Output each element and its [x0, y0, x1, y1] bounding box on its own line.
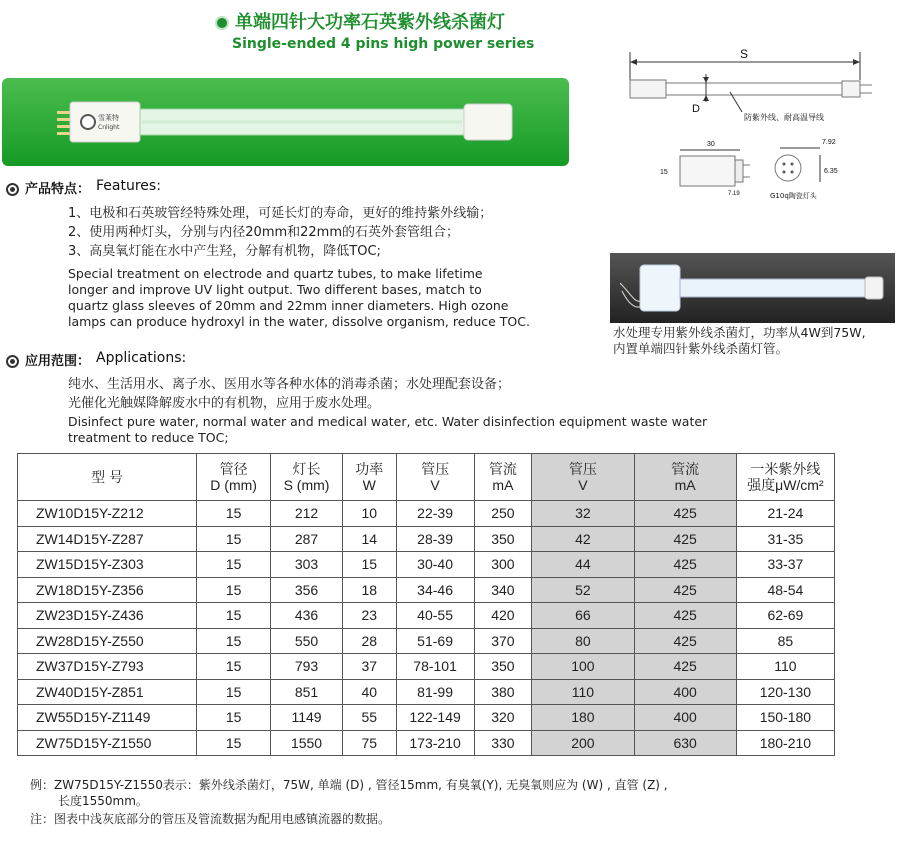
col-header-model: 型 号 — [18, 454, 197, 501]
lamp-illustration — [2, 78, 569, 166]
table-cell: 66 — [532, 603, 634, 629]
table-cell: 436 — [271, 603, 343, 629]
table-cell: 32 — [532, 501, 634, 527]
model-cell: ZW23D15Y-Z436 — [18, 603, 197, 629]
banner-logo-sub: Cnlight — [98, 124, 120, 131]
applications-heading: 应用范围： Applications: — [6, 350, 186, 369]
list-item: quartz glass sleeves of 20mm and 22mm inner diameters. High ozone — [68, 298, 509, 313]
list-item: lamps can produce hydroxyl in the water, dissolve organism, reduce TOC. — [68, 314, 530, 329]
col-header-uv-intensity: 一米紫外线 强度μW/cm² — [736, 454, 834, 501]
table-cell: 180 — [532, 705, 634, 731]
table-cell: 300 — [474, 552, 532, 578]
table-cell: 425 — [634, 552, 736, 578]
list-item: 纯水、生活用水、离子水、医用水等各种水体的消毒杀菌；水处理配套设备； — [68, 377, 511, 392]
table-cell: 320 — [474, 705, 532, 731]
banner-logo-text: 雪莱特 — [98, 114, 119, 122]
table-cell: 85 — [736, 628, 834, 654]
footnote: 注：图表中浅灰底部分的管压及管流数据为配用电感镇流器的数据。 — [30, 812, 391, 826]
dim-d-label: D — [692, 103, 700, 115]
page-title-cn: 单端四针大功率石英紫外线杀菌灯 — [215, 8, 505, 34]
table-cell: 400 — [634, 679, 736, 705]
dim-792-label: 7.92 — [822, 139, 836, 146]
col-header-power: 功率 W — [342, 454, 396, 501]
table-cell: 100 — [532, 654, 634, 680]
applications-en-text — [68, 414, 707, 446]
list-item: 1、电极和石英玻管经特殊处理，可延长灯的寿命，更好的维持紫外线输； — [68, 206, 493, 221]
model-cell: ZW15D15Y-Z303 — [18, 552, 197, 578]
model-cell: ZW28D15Y-Z550 — [18, 628, 197, 654]
table-row — [18, 654, 835, 680]
model-cell: ZW37D15Y-Z793 — [18, 654, 197, 680]
table-cell: 62-69 — [736, 603, 834, 629]
table-cell: 33-37 — [736, 552, 834, 578]
table-row — [18, 603, 835, 629]
table-cell: 180-210 — [736, 730, 834, 756]
table-cell: 122-149 — [396, 705, 474, 731]
photo-caption: 水处理专用紫外线杀菌灯，功率从4W到75W, 内置单端四针紫外线杀菌灯管。 — [613, 325, 866, 356]
table-cell: 28-39 — [396, 526, 474, 552]
col-header-length: 灯长 S (mm) — [271, 454, 343, 501]
section-bullet-icon — [6, 183, 19, 196]
col-header-voltage-inductive: 管压 V — [532, 454, 634, 501]
table-cell: 23 — [342, 603, 396, 629]
example-note: 例：ZW75D15Y-Z1550表示：紫外线杀菌灯，75W, 单端 (D) , 管径15mm, 有臭氧(Y), 无臭氧则应为 (W) , 直管 (Z) , 长度1550mm。 — [30, 778, 668, 808]
pin-icon — [57, 132, 71, 135]
features-en-text — [68, 266, 530, 330]
list-item: Disinfect pure water, normal water and medical water, etc. Water disinfection equipment waste water — [68, 414, 708, 429]
table-cell: 110 — [532, 679, 634, 705]
table-cell: 425 — [634, 501, 736, 527]
table-cell: 150-180 — [736, 705, 834, 731]
table-row — [18, 577, 835, 603]
dim-719-label: 7.19 — [728, 191, 740, 197]
table-cell: 1550 — [271, 730, 343, 756]
table-cell: 851 — [271, 679, 343, 705]
page-title-en: Single-ended 4 pins high power series — [232, 36, 535, 52]
table-cell: 30-40 — [396, 552, 474, 578]
table-cell: 14 — [342, 526, 396, 552]
table-cell: 15 — [197, 577, 271, 603]
dim-15-label: 15 — [660, 169, 668, 176]
table-cell: 18 — [342, 577, 396, 603]
table-cell: 1149 — [271, 705, 343, 731]
table-cell: 15 — [197, 730, 271, 756]
col-header-voltage: 管压 V — [396, 454, 474, 501]
table-cell: 78-101 — [396, 654, 474, 680]
table-cell: 48-54 — [736, 577, 834, 603]
base-type-label: G10q陶瓷灯头 — [770, 192, 817, 200]
table-cell: 420 — [474, 603, 532, 629]
table-cell: 173-210 — [396, 730, 474, 756]
model-cell: ZW14D15Y-Z287 — [18, 526, 197, 552]
table-cell: 15 — [197, 603, 271, 629]
table-cell: 120-130 — [736, 679, 834, 705]
spec-table — [17, 453, 835, 756]
table-cell: 356 — [271, 577, 343, 603]
col-header-current: 管流 mA — [474, 454, 532, 501]
table-cell: 287 — [271, 526, 343, 552]
table-header-row — [18, 454, 835, 501]
table-cell: 400 — [634, 705, 736, 731]
lamp-end-cap-icon — [464, 104, 512, 140]
table-cell: 350 — [474, 654, 532, 680]
table-row — [18, 628, 835, 654]
table-cell: 350 — [474, 526, 532, 552]
table-cell: 425 — [634, 526, 736, 552]
table-cell: 15 — [197, 628, 271, 654]
wire-note: 防紫外线、耐高温导线 — [744, 113, 824, 122]
table-cell: 15 — [197, 526, 271, 552]
table-row — [18, 501, 835, 527]
table-cell: 80 — [532, 628, 634, 654]
product-banner — [2, 78, 569, 166]
table-cell: 15 — [197, 679, 271, 705]
col-header-current-inductive: 管流 mA — [634, 454, 736, 501]
dimension-drawing — [610, 40, 900, 200]
table-cell: 42 — [532, 526, 634, 552]
dim-635-label: 6.35 — [824, 168, 838, 175]
table-cell: 15 — [197, 654, 271, 680]
dim-30-label: 30 — [707, 141, 715, 148]
table-row — [18, 679, 835, 705]
table-cell: 37 — [342, 654, 396, 680]
table-cell: 425 — [634, 577, 736, 603]
pin-icon — [57, 118, 71, 121]
table-cell: 425 — [634, 628, 736, 654]
table-cell: 31-35 — [736, 526, 834, 552]
table-cell: 340 — [474, 577, 532, 603]
model-cell: ZW18D15Y-Z356 — [18, 577, 197, 603]
table-cell: 75 — [342, 730, 396, 756]
list-item: 光催化光触媒降解废水中的有机物，应用于废水处理。 — [68, 396, 381, 411]
table-cell: 15 — [197, 705, 271, 731]
logo-circle-icon — [81, 115, 95, 129]
table-cell: 40-55 — [396, 603, 474, 629]
table-cell: 425 — [634, 603, 736, 629]
model-cell: ZW55D15Y-Z1149 — [18, 705, 197, 731]
model-cell: ZW40D15Y-Z851 — [18, 679, 197, 705]
list-item: Special treatment on electrode and quartz tubes, to make lifetime — [68, 266, 483, 281]
table-cell: 212 — [271, 501, 343, 527]
list-item: treatment to reduce TOC; — [68, 430, 229, 445]
table-cell: 380 — [474, 679, 532, 705]
table-cell: 52 — [532, 577, 634, 603]
table-cell: 425 — [634, 654, 736, 680]
features-heading: 产品特点： Features: — [6, 178, 161, 197]
list-item: 3、高臭氧灯能在水中产生羟，分解有机物，降低TOC; — [68, 244, 381, 259]
model-cell: ZW75D15Y-Z1550 — [18, 730, 197, 756]
dim-s-label: S — [740, 47, 749, 61]
table-cell: 15 — [197, 552, 271, 578]
pin-icon — [57, 125, 71, 128]
table-cell: 40 — [342, 679, 396, 705]
table-cell: 630 — [634, 730, 736, 756]
applications-cn-list — [68, 375, 510, 413]
table-cell: 15 — [197, 501, 271, 527]
table-cell: 44 — [532, 552, 634, 578]
table-cell: 110 — [736, 654, 834, 680]
table-cell: 200 — [532, 730, 634, 756]
table-cell: 793 — [271, 654, 343, 680]
table-cell: 550 — [271, 628, 343, 654]
table-cell: 22-39 — [396, 501, 474, 527]
table-cell: 10 — [342, 501, 396, 527]
table-cell: 28 — [342, 628, 396, 654]
table-cell: 15 — [342, 552, 396, 578]
model-cell: ZW10D15Y-Z212 — [18, 501, 197, 527]
list-item: longer and improve UV light output. Two different bases, match to — [68, 282, 482, 297]
table-cell: 81-99 — [396, 679, 474, 705]
table-row — [18, 730, 835, 756]
table-cell: 55 — [342, 705, 396, 731]
table-cell: 34-46 — [396, 577, 474, 603]
table-cell: 21-24 — [736, 501, 834, 527]
table-cell: 370 — [474, 628, 532, 654]
product-photo — [610, 253, 895, 323]
table-cell: 303 — [271, 552, 343, 578]
table-cell: 51-69 — [396, 628, 474, 654]
table-row — [18, 526, 835, 552]
table-cell: 250 — [474, 501, 532, 527]
pin-icon — [57, 111, 71, 114]
title-bullet-icon — [215, 16, 229, 30]
col-header-diameter: 管径 D (mm) — [197, 454, 271, 501]
section-bullet-icon — [6, 355, 19, 368]
table-row — [18, 705, 835, 731]
features-cn-list — [68, 204, 492, 261]
list-item: 2、使用两种灯头，分别与内径20mm和22mm的石英外套管组合； — [68, 225, 460, 240]
table-row — [18, 552, 835, 578]
table-cell: 330 — [474, 730, 532, 756]
